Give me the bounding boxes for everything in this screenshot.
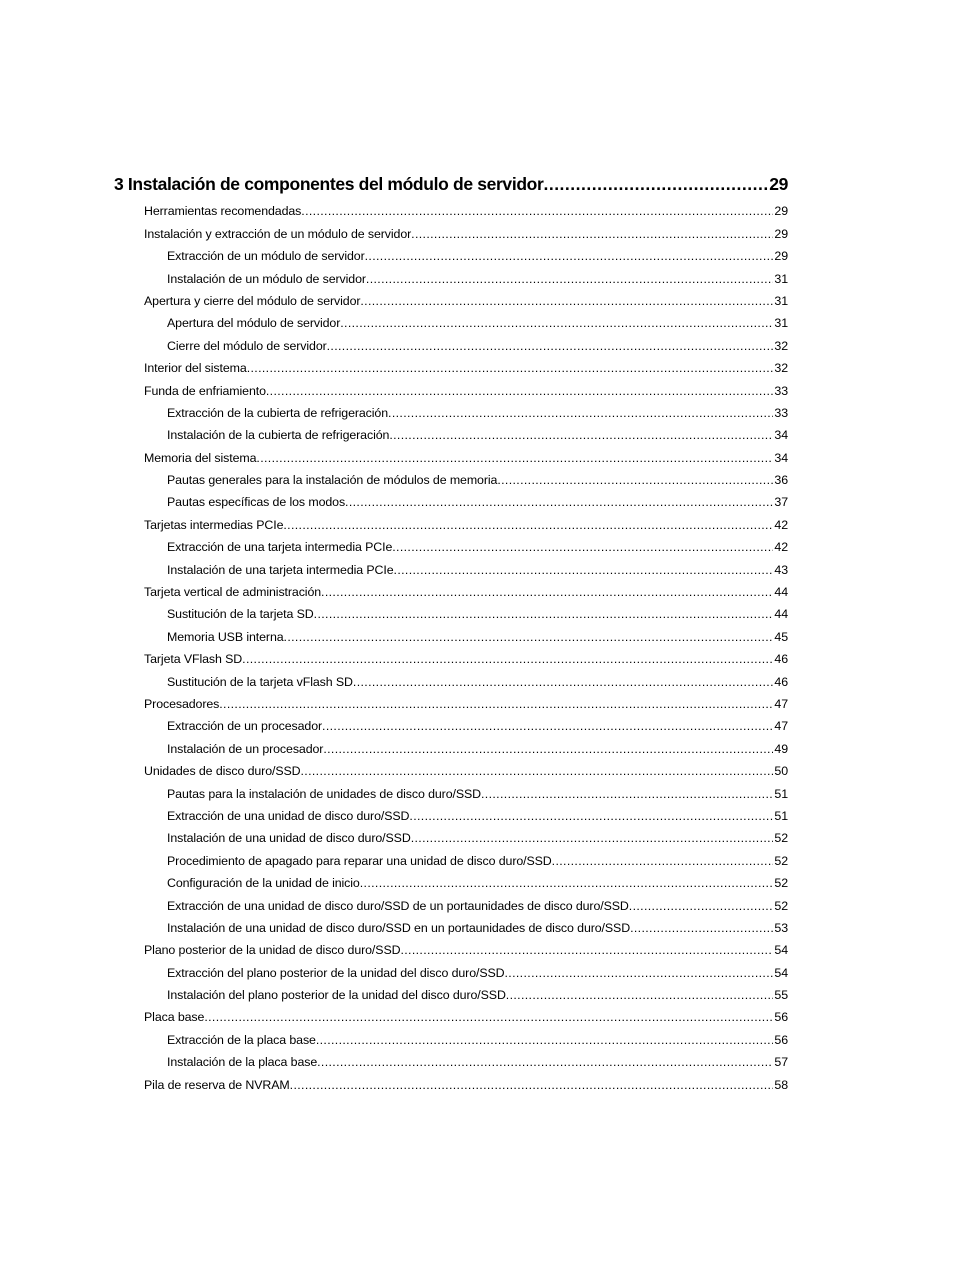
toc-entry[interactable] bbox=[167, 957, 788, 979]
toc-entry[interactable] bbox=[144, 375, 788, 397]
toc-entry-title: Herramientas recomendadas bbox=[144, 204, 302, 219]
toc-entry[interactable] bbox=[167, 890, 788, 912]
dot-leader bbox=[629, 899, 774, 913]
toc-entry[interactable] bbox=[167, 778, 788, 800]
toc-entry-page: 52 bbox=[774, 853, 788, 868]
toc-entry-page: 44 bbox=[774, 607, 788, 622]
toc-entry[interactable] bbox=[144, 935, 788, 957]
toc-entry-page: 44 bbox=[774, 585, 788, 600]
dot-leader bbox=[340, 316, 773, 330]
dot-leader bbox=[366, 272, 774, 286]
dot-leader bbox=[316, 1033, 774, 1047]
toc-entry-title: Placa base bbox=[144, 1010, 205, 1025]
toc-entry[interactable] bbox=[167, 532, 788, 554]
toc-entry-page: 53 bbox=[774, 920, 788, 935]
toc-entry[interactable] bbox=[144, 196, 788, 218]
dot-leader bbox=[505, 966, 774, 980]
toc-entry-title: Memoria del sistema bbox=[144, 450, 257, 465]
toc-entry-page: 50 bbox=[774, 764, 788, 779]
toc-entry-page: 55 bbox=[774, 988, 788, 1003]
toc-entry-title: Tarjeta VFlash SD bbox=[144, 652, 243, 667]
toc-entry[interactable] bbox=[167, 711, 788, 733]
dot-leader bbox=[400, 943, 773, 957]
toc-entry[interactable] bbox=[167, 801, 788, 823]
dot-leader bbox=[322, 719, 773, 733]
toc-entry[interactable] bbox=[167, 420, 788, 442]
toc-entry-list bbox=[0, 196, 954, 1092]
toc-entry-page: 58 bbox=[774, 1077, 788, 1092]
toc-entry-page: 47 bbox=[774, 696, 788, 711]
toc-entry[interactable] bbox=[167, 1024, 788, 1046]
dot-leader bbox=[266, 384, 774, 398]
dot-leader bbox=[552, 854, 774, 868]
dot-leader bbox=[409, 809, 773, 823]
toc-entry-title: Sustitución de la tarjeta vFlash SD bbox=[167, 674, 353, 689]
toc-entry-page: 51 bbox=[774, 786, 788, 801]
toc-entry-page: 52 bbox=[774, 898, 788, 913]
toc-entry[interactable] bbox=[144, 1002, 788, 1024]
toc-entry[interactable] bbox=[144, 509, 788, 531]
dot-leader bbox=[365, 249, 774, 263]
dot-leader bbox=[256, 451, 773, 465]
toc-entry[interactable] bbox=[144, 286, 788, 308]
toc-entry-title: Pautas específicas de los modos bbox=[167, 495, 346, 510]
toc-entry-page: 31 bbox=[774, 271, 788, 286]
toc-entry-page: 32 bbox=[774, 361, 788, 376]
dot-leader bbox=[389, 428, 773, 442]
dot-leader bbox=[323, 742, 773, 756]
dot-leader bbox=[242, 652, 773, 666]
toc-entry-page: 43 bbox=[774, 562, 788, 577]
dot-leader bbox=[301, 764, 774, 778]
toc-entry-title: Configuración de la unidad de inicio bbox=[167, 876, 360, 891]
toc-entry-title: Instalación de un módulo de servidor bbox=[167, 271, 366, 286]
toc-entry-title: Extracción de un módulo de servidor bbox=[167, 249, 365, 264]
toc-entry-title: Pautas para la instalación de unidades de disco duro/SSD bbox=[167, 786, 482, 801]
toc-entry-page: 33 bbox=[774, 383, 788, 398]
dot-leader bbox=[301, 204, 773, 218]
toc-entry-page: 46 bbox=[774, 652, 788, 667]
dot-leader bbox=[411, 227, 773, 241]
table-of-contents bbox=[0, 168, 954, 1092]
toc-entry[interactable] bbox=[144, 689, 788, 711]
toc-entry-title: Extracción de la cubierta de refrigeración bbox=[167, 405, 389, 420]
toc-entry-page: 42 bbox=[774, 517, 788, 532]
toc-entry-page: 34 bbox=[774, 428, 788, 443]
toc-entry-title: Tarjeta vertical de administración bbox=[144, 585, 322, 600]
toc-entry-title: Procedimiento de apagado para reparar una unidad de disco duro/SSD bbox=[167, 853, 552, 868]
dot-leader bbox=[327, 339, 774, 353]
toc-entry-title: Extracción de una unidad de disco duro/SSD de un portaunidades de disco duro/SSD bbox=[167, 898, 629, 913]
toc-entry-title: Plano posterior de la unidad de disco duro/SSD bbox=[144, 943, 401, 958]
toc-chapter-page: 29 bbox=[769, 174, 788, 194]
toc-entry[interactable] bbox=[167, 823, 788, 845]
dot-leader bbox=[204, 1010, 773, 1024]
toc-entry[interactable] bbox=[144, 756, 788, 778]
toc-entry[interactable] bbox=[167, 308, 788, 330]
toc-entry-title: Instalación de la cubierta de refrigeración bbox=[167, 428, 390, 443]
toc-entry-page: 36 bbox=[774, 473, 788, 488]
toc-entry-page: 47 bbox=[774, 719, 788, 734]
toc-entry-page: 46 bbox=[774, 674, 788, 689]
toc-entry-title: Extracción de un procesador bbox=[167, 719, 323, 734]
toc-entry-page: 29 bbox=[774, 249, 788, 264]
toc-entry-title: Pautas generales para la instalación de módulos de memoria bbox=[167, 473, 498, 488]
toc-entry-title: Cierre del módulo de servidor bbox=[167, 338, 327, 353]
dot-leader bbox=[314, 607, 774, 621]
dot-leader bbox=[247, 361, 774, 375]
toc-chapter-entry[interactable] bbox=[114, 168, 788, 194]
toc-entry[interactable] bbox=[167, 868, 788, 890]
dot-leader bbox=[317, 1055, 773, 1069]
toc-entry-title: Instalación del plano posterior de la unidad del disco duro/SSD bbox=[167, 988, 506, 1003]
toc-entry[interactable] bbox=[167, 554, 788, 576]
toc-entry-page: 31 bbox=[774, 293, 788, 308]
toc-entry[interactable] bbox=[167, 241, 788, 263]
toc-entry[interactable] bbox=[144, 577, 788, 599]
toc-entry[interactable] bbox=[167, 263, 788, 285]
toc-entry[interactable] bbox=[144, 1069, 788, 1091]
toc-entry-page: 49 bbox=[774, 741, 788, 756]
toc-entry-title: Extracción de una tarjeta intermedia PCIe bbox=[167, 540, 393, 555]
dot-leader bbox=[219, 697, 773, 711]
dot-leader bbox=[506, 988, 774, 1002]
toc-entry-title: Sustitución de la tarjeta SD bbox=[167, 607, 314, 622]
toc-entry[interactable] bbox=[167, 599, 788, 621]
toc-entry-title: Extracción de una unidad de disco duro/SSD bbox=[167, 808, 410, 823]
toc-entry-page: 42 bbox=[774, 540, 788, 555]
dot-leader bbox=[392, 540, 773, 554]
toc-entry-page: 52 bbox=[774, 876, 788, 891]
toc-entry[interactable] bbox=[167, 398, 788, 420]
dot-leader bbox=[284, 630, 774, 644]
toc-entry[interactable] bbox=[167, 666, 788, 688]
toc-entry-title: Instalación de una unidad de disco duro/SSD bbox=[167, 831, 411, 846]
dot-leader bbox=[497, 473, 773, 487]
toc-entry-title: Apertura y cierre del módulo de servidor bbox=[144, 293, 361, 308]
toc-entry-page: 31 bbox=[774, 316, 788, 331]
dot-leader bbox=[283, 518, 773, 532]
toc-entry-page: 57 bbox=[774, 1055, 788, 1070]
toc-entry-title: Extracción de la placa base bbox=[167, 1032, 316, 1047]
dot-leader bbox=[321, 585, 773, 599]
toc-entry-title: Pila de reserva de NVRAM bbox=[144, 1077, 290, 1092]
toc-entry-page: 32 bbox=[774, 338, 788, 353]
toc-entry-title: Instalación y extracción de un módulo de servidor bbox=[144, 226, 412, 241]
toc-entry-title: Instalación de una unidad de disco duro/SSD en un portaunidades de disco duro/SSD bbox=[167, 920, 631, 935]
toc-entry-title: Funda de enfriamiento bbox=[144, 383, 266, 398]
dot-leader bbox=[345, 495, 773, 509]
toc-entry-page: 54 bbox=[774, 965, 788, 980]
toc-entry-title: Extracción del plano posterior de la unidad del disco duro/SSD bbox=[167, 965, 505, 980]
dot-leader bbox=[388, 406, 773, 420]
toc-entry[interactable] bbox=[167, 980, 788, 1002]
dot-leader bbox=[543, 174, 768, 194]
toc-entry[interactable] bbox=[144, 353, 788, 375]
toc-entry-title: Instalación de un procesador bbox=[167, 741, 324, 756]
toc-entry[interactable] bbox=[167, 621, 788, 643]
toc-entry-title: Interior del sistema bbox=[144, 361, 247, 376]
toc-entry[interactable] bbox=[144, 644, 788, 666]
toc-entry-page: 45 bbox=[774, 629, 788, 644]
toc-entry[interactable] bbox=[144, 442, 788, 464]
toc-entry[interactable] bbox=[167, 1047, 788, 1069]
toc-entry-page: 34 bbox=[774, 450, 788, 465]
toc-entry-page: 29 bbox=[774, 226, 788, 241]
toc-entry[interactable] bbox=[167, 845, 788, 867]
dot-leader bbox=[481, 787, 773, 801]
toc-entry-page: 51 bbox=[774, 808, 788, 823]
toc-entry-page: 29 bbox=[774, 204, 788, 219]
toc-entry-title: Instalación de la placa base bbox=[167, 1055, 318, 1070]
toc-entry-page: 56 bbox=[774, 1032, 788, 1047]
toc-entry-title: Instalación de una tarjeta intermedia PCIe bbox=[167, 562, 394, 577]
toc-entry-page: 52 bbox=[774, 831, 788, 846]
toc-entry[interactable] bbox=[167, 733, 788, 755]
toc-chapter-title: 3 Instalación de componentes del módulo de servidor bbox=[114, 174, 544, 194]
dot-leader bbox=[290, 1078, 774, 1092]
toc-entry-title: Procesadores bbox=[144, 696, 220, 711]
toc-entry-page: 37 bbox=[774, 495, 788, 510]
toc-entry[interactable] bbox=[167, 487, 788, 509]
toc-entry[interactable] bbox=[167, 330, 788, 352]
toc-entry-title: Memoria USB interna bbox=[167, 629, 284, 644]
dot-leader bbox=[353, 675, 774, 689]
dot-leader bbox=[630, 921, 773, 935]
toc-entry[interactable] bbox=[167, 465, 788, 487]
dot-leader bbox=[411, 831, 774, 845]
toc-entry-page: 33 bbox=[774, 405, 788, 420]
toc-entry-title: Tarjetas intermedias PCIe bbox=[144, 517, 284, 532]
toc-entry-title: Unidades de disco duro/SSD bbox=[144, 764, 301, 779]
dot-leader bbox=[360, 294, 773, 308]
toc-entry-title: Apertura del módulo de servidor bbox=[167, 316, 341, 331]
toc-entry-page: 56 bbox=[774, 1010, 788, 1025]
toc-entry-page: 54 bbox=[774, 943, 788, 958]
dot-leader bbox=[394, 563, 774, 577]
dot-leader bbox=[360, 876, 774, 890]
toc-entry[interactable] bbox=[167, 913, 788, 935]
toc-entry[interactable] bbox=[144, 218, 788, 240]
